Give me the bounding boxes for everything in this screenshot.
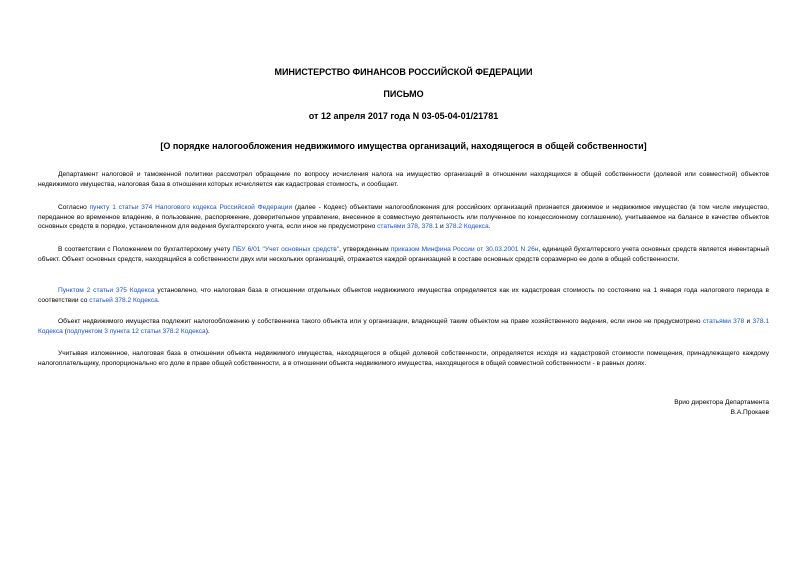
paragraph-text: (: [62, 327, 67, 335]
paragraph-text: и: [744, 318, 753, 325]
link-pbu-6-01[interactable]: ПБУ 6/01 "Учет основных средств": [232, 246, 340, 253]
link-article-378[interactable]: статьями 378: [702, 318, 745, 325]
link-order-26n[interactable]: приказом Минфина России от 30.03.2001 N 26н: [390, 246, 539, 253]
paragraph-text: ,: [417, 223, 422, 230]
paragraph-tax-base: [38, 286, 769, 305]
link-article-378-1[interactable]: 378.1: [421, 223, 439, 230]
ministry-heading: МИНИСТЕРСТВО ФИНАНСОВ РОССИЙСКОЙ ФЕДЕРАЦИИ: [274, 67, 533, 77]
document-type-heading: ПИСЬМО: [383, 89, 424, 99]
signature-name: В.А.Прокаев: [730, 409, 769, 416]
paragraph-conclusion: Учитывая изложенное, налоговая база в отношении объекта недвижимого имущества, находящегося в общей долевой собственности, определяется исходя из кадастровой стоимости помещения, принадлежащего каждому налогоплательщику, пропорционально его доле в праве общей собственности, а в отношении объекта недвижимого имущества, находящегося в общей совместной собственности - в равных долях.: [38, 350, 769, 367]
paragraph-text: и: [438, 223, 446, 230]
paragraph-text: .: [488, 223, 491, 230]
link-article-378-2[interactable]: 378.2 Кодекса: [445, 223, 489, 230]
paragraph-text: установлено, что налоговая база в отношении отдельных объектов недвижимого имущества определяется как их кадастровая стоимость по состоянию на 1 января года налогового периода в соответствии со: [38, 287, 769, 304]
paragraph-intro: Департамент налоговой и таможенной политики рассмотрел обращение по вопросу исчисления налога на имущество организаций в отношении находящихся в общей собственности (долевой или совместной) объектов недвижимого имущества, налоговая база в отношении которых исчисляется как кадастровая стоимость, и сообщает.: [38, 171, 769, 188]
paragraph-object-taxation: [38, 203, 769, 232]
paragraph-text: Согласно: [58, 204, 90, 211]
document-page: [38, 0, 769, 571]
paragraph-text: (далее - Кодекс) объектами налогообложения для российских организаций признается движимое и недвижимое имущество (в том числе имущество, переданное во временное владение, в пользование, распоряжение, доверительное управление, внесенное в совместную деятельность или полученное по концессионному соглашению), учитываемое на балансе в качестве объектов основных средств в порядке, установленном для ведения бухгалтерского учета, если иное не предусмотрено: [38, 204, 769, 230]
subject-heading: [О порядке налогообложения недвижимого имущества организаций, находящегося в общей собственности]: [160, 141, 647, 151]
paragraph-text: , утвержденным: [339, 246, 391, 253]
paragraph-text: В соответствии с Положением по бухгалтерскому учету: [58, 246, 233, 253]
link-article-378[interactable]: статьями 378: [377, 223, 418, 230]
signature-title: Врио директора Департамента: [674, 399, 769, 406]
link-article-378-1[interactable]: 378.1 Кодекса: [38, 318, 769, 335]
link-subclause-3-clause-12[interactable]: подпунктом 3 пункта 12 статьи 378.2 Кодекса: [66, 327, 206, 335]
paragraph-text: ).: [205, 327, 210, 335]
link-article-378-2[interactable]: статьей 378.2 Кодекса: [89, 296, 158, 304]
paragraph-text: .: [157, 296, 160, 304]
paragraph-text: , единицей бухгалтерского учета основных средств является инвентарный объект. Объект основных средств, находящийся в собственности двух или нескольких организаций, отражается каждой организацией в составе основных средств соразмерно ее доле в общей собственности.: [38, 246, 769, 263]
paragraph-taxpayer: [38, 317, 769, 336]
paragraph-accounting: [38, 245, 769, 264]
link-article-374[interactable]: пункту 1 статьи 374 Налогового кодекса Российской Федерации: [89, 204, 293, 211]
date-number-heading: от 12 апреля 2017 года N 03-05-04-01/21781: [308, 111, 499, 121]
link-article-375[interactable]: Пунктом 2 статьи 375 Кодекса: [58, 287, 155, 294]
paragraph-text: Объект недвижимого имущества подлежит налогообложению у собственника такого объекта или у организации, владеющей таким объектом на праве хозяйственного ведения, если иное не предусмотрено: [58, 318, 703, 325]
